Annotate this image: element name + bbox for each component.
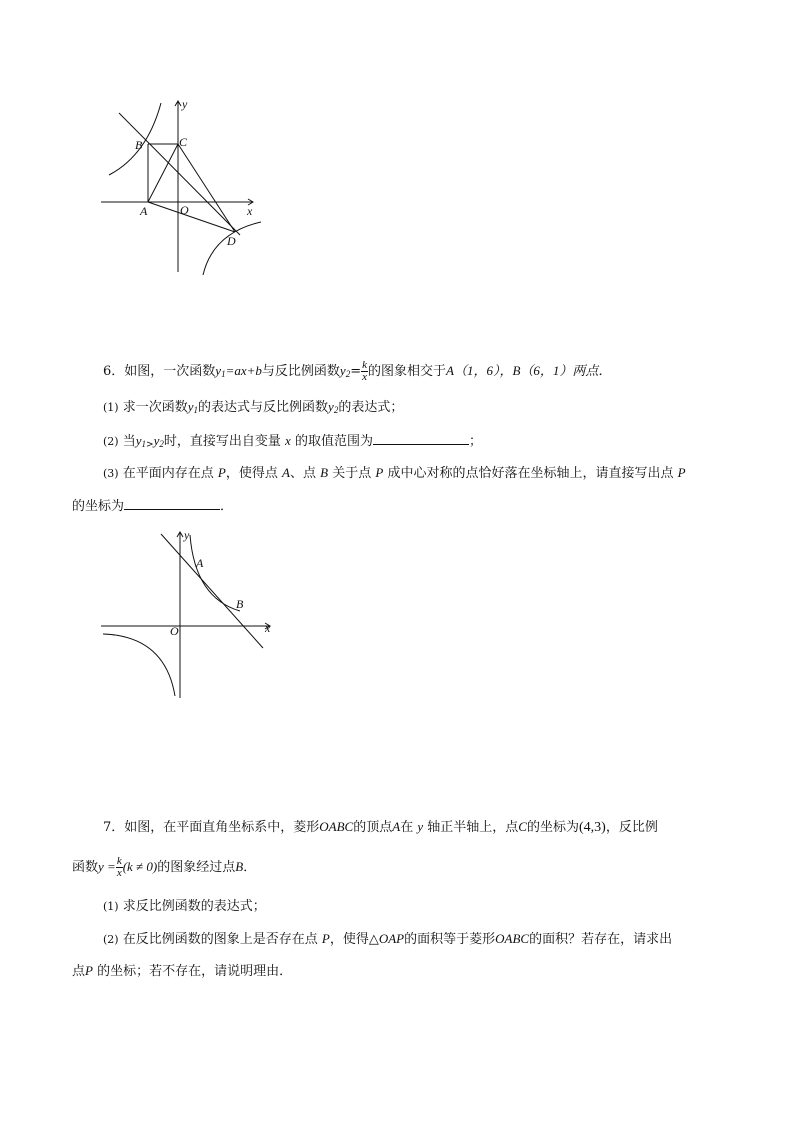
q6-p2-y2-sub: 2	[159, 439, 164, 449]
q6-p3-num: (3)	[103, 467, 119, 480]
q6-p2-text2: 时，直接写出自变量	[163, 434, 281, 449]
label-o: O	[180, 203, 189, 217]
figure-1-svg	[95, 95, 265, 280]
figure-1-rhombus-hyperbola	[95, 95, 265, 280]
q6-p2-x: x	[285, 433, 291, 448]
q6-p1-y1: y	[187, 399, 194, 414]
q6-p3-text4: 关于点	[332, 466, 372, 481]
q6-p1-num: (1)	[103, 401, 119, 414]
q6-p2-text3: 的取值范围为	[294, 434, 373, 449]
q6-p2-gt: >	[146, 440, 154, 450]
q7-p2-text2: ，使得△	[329, 932, 379, 947]
q7-p1-text: 求反比例函数的表达式；	[122, 899, 266, 914]
q6-p3-p: P	[217, 465, 226, 480]
q6-p1-text: 求一次函数	[122, 400, 188, 415]
q7-line2-suffix: 的图象经过点	[157, 860, 236, 875]
label-y: y	[184, 528, 190, 542]
q7-p2-line2-end: 的坐标；若不存在，请说明理由．	[97, 964, 293, 979]
q7-p2-oabc: OABC	[495, 931, 530, 946]
label-d: D	[227, 234, 236, 248]
q6-p3-b: B	[320, 465, 329, 480]
q6-eq1: =ax+b	[225, 363, 262, 378]
q7-oabc: OABC	[319, 819, 354, 834]
figure-2-svg	[95, 528, 280, 703]
q6-p3-a: A	[282, 465, 290, 480]
q6-p3-text3: 、点	[289, 466, 316, 481]
q6-p2-y1-sub: 1	[141, 439, 147, 449]
q6-p1-y2-sub: 2	[333, 405, 339, 415]
q7-p2-oap: OAP	[378, 931, 405, 946]
hyperbola-branch-first-quadrant	[190, 535, 240, 611]
q6-point-b: B（6，1）两点．	[512, 363, 612, 378]
label-x: x	[247, 204, 253, 218]
q7-coord: (4,3)	[578, 820, 606, 835]
label-y: y	[182, 97, 188, 111]
q7-line2-end: ．	[243, 860, 257, 875]
q6-part3-line2	[72, 496, 233, 516]
q6-frac-den: x	[362, 371, 367, 383]
q7-frac-den: x	[116, 867, 122, 879]
q7-part1	[103, 898, 266, 916]
q6-y1-sub: 1	[221, 369, 226, 379]
q6-p3-text2: ，使得点	[225, 466, 278, 481]
q6-stem	[103, 360, 611, 383]
q7-stem2: 的顶点	[353, 820, 393, 835]
q6-p2-text1: 当	[122, 434, 136, 449]
hyperbola-branch-lower-right	[203, 222, 261, 275]
q7-p1-num: (1)	[103, 900, 119, 913]
q7-stem4: 轴正半轴上，点	[427, 820, 519, 835]
q6-p3-line2: 的坐标为	[72, 499, 125, 514]
q6-part1	[103, 398, 403, 419]
label-b: B	[135, 138, 143, 152]
q6-p3-p2: P	[375, 465, 384, 480]
q7-stem1: 7．如图，在平面直角坐标系中，菱形	[103, 820, 320, 835]
q6-frac-num: k	[362, 359, 367, 371]
q7-a: A	[392, 819, 401, 834]
q6-stem-suffix: 的图象相交于	[367, 364, 446, 379]
q6-p3-text5: 成中心对称的点恰好落在坐标轴上，请直接写出点	[387, 466, 674, 481]
q7-fraction	[116, 856, 123, 879]
q6-p3-end: ．	[220, 499, 234, 514]
q7-part2-line2	[72, 962, 292, 981]
q7-condition: (k ≠ 0)	[122, 859, 158, 874]
q7-stem5: 的坐标为	[526, 820, 579, 835]
q6-p1-mid: 的表达式与反比例函数	[198, 400, 329, 415]
q6-p2-y2: y	[153, 433, 160, 448]
q6-fraction	[361, 360, 368, 383]
q7-p2-text3: 的面积等于菱形	[404, 932, 496, 947]
label-b: B	[236, 597, 244, 611]
q6-p1-y1-sub: 1	[193, 405, 199, 415]
q7-b: B	[235, 859, 244, 874]
q7-part2	[103, 930, 672, 949]
q7-line2	[72, 856, 256, 879]
q7-p2-line2: 点	[72, 964, 86, 979]
segment-cd	[178, 144, 235, 232]
q7-p2-p2: P	[85, 963, 93, 978]
q6-p2-end: ；	[468, 434, 482, 449]
q6-stem-prefix: 6．如图，一次函数	[103, 364, 216, 379]
q6-point-a: A（1，6），	[446, 363, 513, 378]
label-a: A	[140, 204, 148, 218]
q7-stem3: 在	[400, 820, 414, 835]
q6-part2	[103, 431, 482, 454]
q6-p3-answer-blank[interactable]	[124, 496, 220, 510]
q6-part3	[103, 464, 686, 483]
q7-p2-num: (2)	[103, 933, 119, 946]
q6-eq2: =	[350, 364, 362, 379]
hyperbola-branch-third-quadrant	[103, 634, 175, 696]
q7-stem6: ，反比例	[605, 820, 658, 835]
q7-c: C	[518, 819, 527, 834]
q7-p2-text1: 在反比例函数的图象上是否存在点	[122, 932, 318, 947]
q6-mid: 与反比例函数	[261, 364, 340, 379]
segment-ac	[148, 144, 178, 202]
q7-line2-prefix: 函数	[72, 860, 99, 875]
q6-p1-end: 的表达式；	[338, 400, 404, 415]
q7-y-eq: y =	[98, 859, 116, 874]
q6-p2-answer-blank[interactable]	[373, 431, 469, 445]
label-o: O	[170, 624, 179, 638]
q7-p2-text4: 的面积？若存在，请求出	[529, 932, 673, 947]
q6-p1-y2: y	[328, 399, 334, 414]
q7-stem	[103, 818, 658, 837]
q6-p2-num: (2)	[103, 435, 119, 448]
q6-y1: y	[215, 363, 222, 378]
label-c: C	[179, 135, 188, 149]
q6-p2-y1: y	[135, 433, 142, 448]
q6-y2-sub: 2	[345, 369, 351, 379]
q7-p2-p: P	[321, 931, 330, 946]
label-a: A	[196, 556, 204, 570]
q6-p3-text1: 在平面内存在点	[122, 466, 214, 481]
figure-2-line-hyperbola	[95, 528, 280, 703]
q7-y: y	[417, 819, 424, 834]
q7-frac-num: k	[116, 855, 122, 867]
label-x: x	[265, 621, 271, 635]
q6-p3-p3: P	[677, 465, 686, 480]
q6-y2: y	[339, 363, 346, 378]
